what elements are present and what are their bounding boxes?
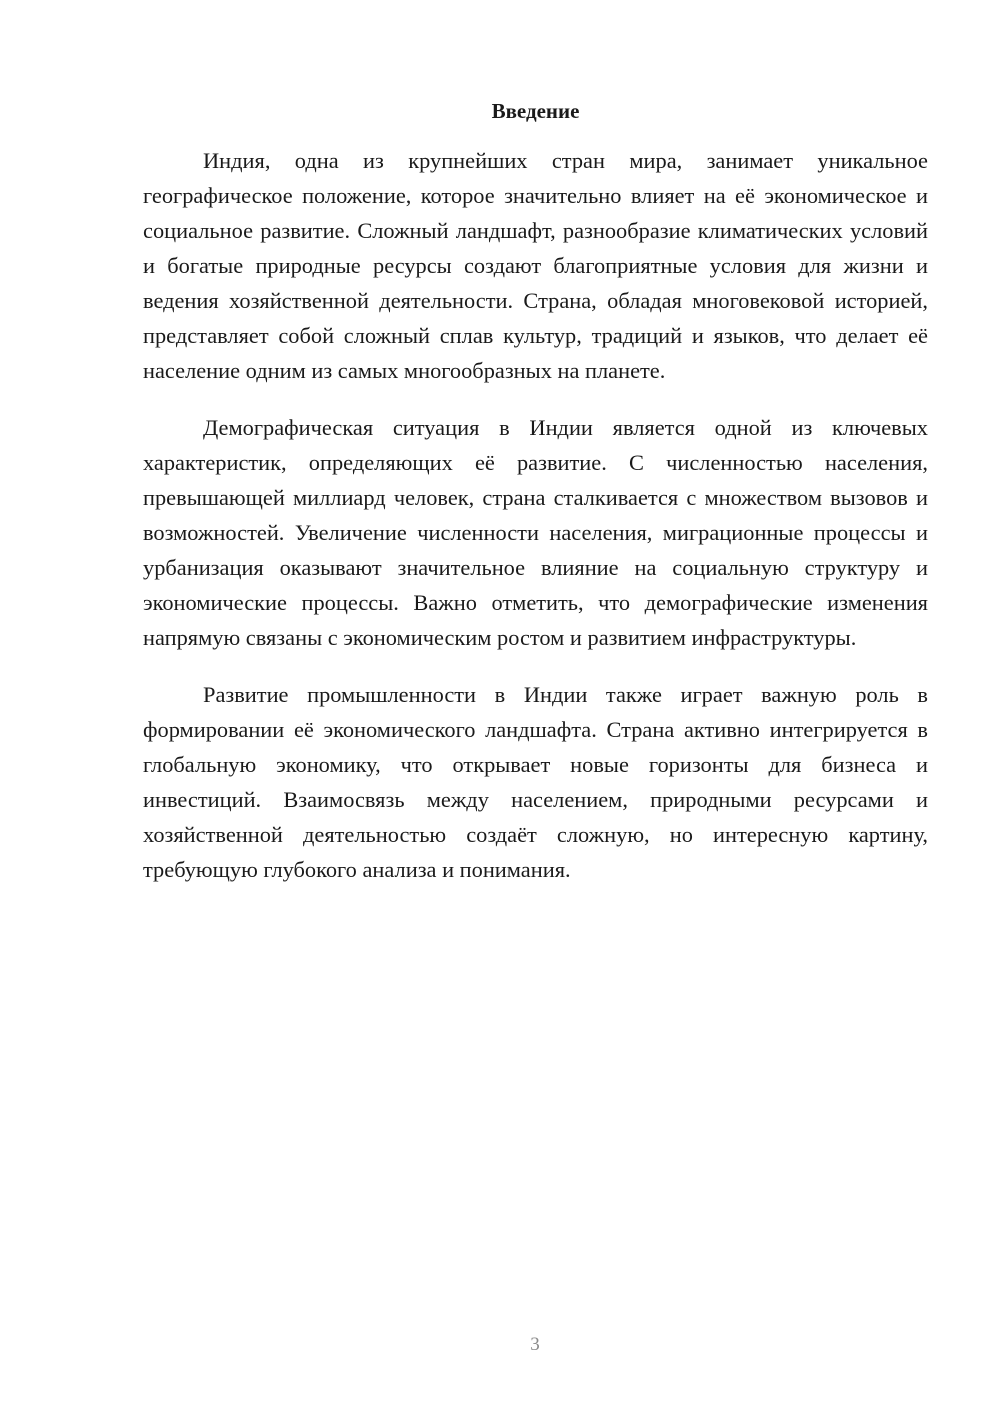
body-text: [143, 143, 928, 887]
section-heading: Введение: [491, 99, 580, 123]
page-number: 3: [530, 1334, 540, 1355]
paragraph-3: Развитие промышленности в Индии также играет важную роль в формировании её экономического ландшафта. Страна активно интегрируется в глобальную экономику, что открывает новые горизонты для бизнеса и инвестиций. Взаимосвязь между населением, природными ресурсами и хозяйственной деятельностью создаёт сложную, но интересную картину, требующую глубокого анализа и понимания.: [143, 682, 928, 882]
paragraph-1: Индия, одна из крупнейших стран мира, занимает уникальное географическое положение, которое значительно влияет на её экономическое и социальное развитие. Сложный ландшафт, разнообразие климатических условий и богатые природные ресурсы создают благоприятные условия для жизни и ведения хозяйственной деятельности. Страна, обладая многовековой историей, представляет собой сложный сплав культур, традиций и языков, что делает её население одним из самых многообразных на планете.: [143, 148, 928, 383]
paragraph-2: Демографическая ситуация в Индии является одной из ключевых характеристик, определяющих её развитие. С численностью населения, превышающей миллиард человек, страна сталкивается с множеством вызовов и возможностей. Увеличение численности населения, миграционные процессы и урбанизация оказывают значительное влияние на социальную структуру и экономические процессы. Важно отметить, что демографические изменения напрямую связаны с экономическим ростом и развитием инфраструктуры.: [143, 415, 928, 650]
